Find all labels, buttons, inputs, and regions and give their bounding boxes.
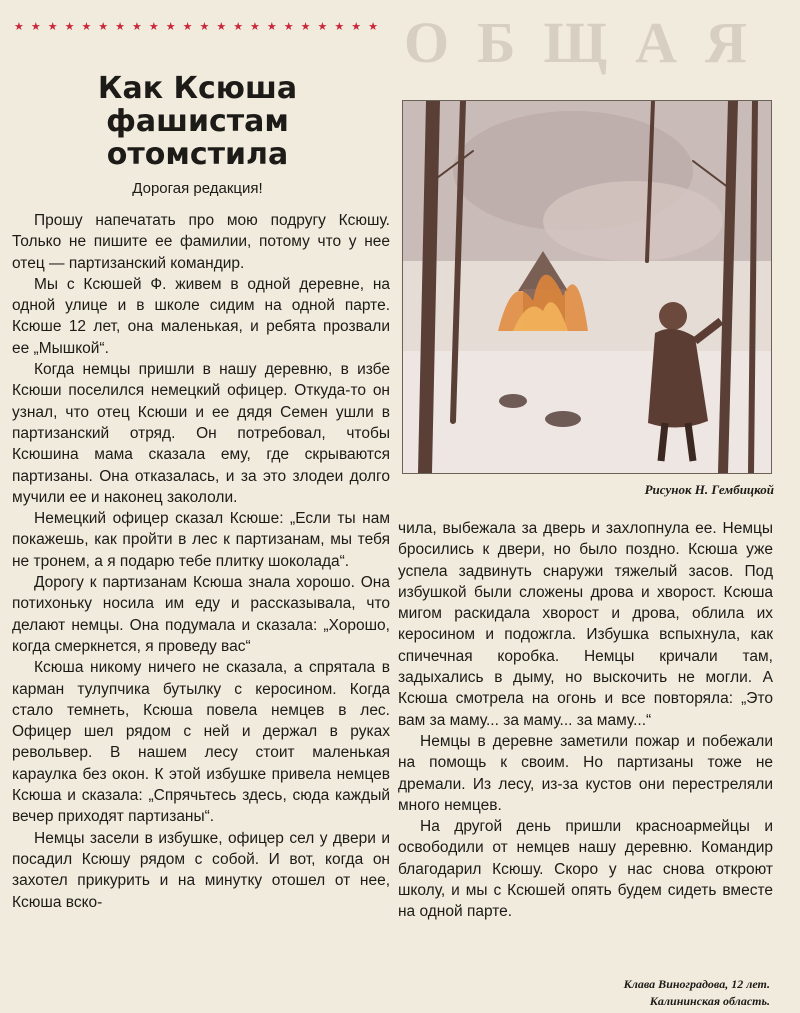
right-column xyxy=(398,518,773,923)
paragraph: На другой день пришли красноармейцы и освободили от немцев нашу деревню. Командир благодарил Ксюшу. Скоро у нас снова откроют школу, и мы с Ксюшей опять будем сидеть вместе на одной парте. xyxy=(398,818,773,921)
article-title xyxy=(40,72,355,171)
section-heading: ОБЩАЯ xyxy=(404,10,775,75)
illustration-caption: Рисунок Н. Гембицкой xyxy=(644,482,774,497)
greeting: Дорогая редакция! xyxy=(132,180,263,197)
paragraph: Немецкий офицер сказал Ксюше: „Если ты нам покажешь, как пройти в лес к партизанам, мы тебя не тронем, а я подарю тебе плитку шоколада“. xyxy=(12,510,390,570)
decorative-stars: ★★★★★★★★★★★★★★★★★★★★★★ xyxy=(14,21,385,33)
paragraph: Ксюша никому ничего не сказала, а спрятала в карман тулупчика бутылку с керосином. Когда стало темнеть, Ксюша повела немцев в лес. Офицер шел рядом с ней и держал в руках револьвер. В нашем лесу стоит маленькая караулка без окон. К этой избушке привела немцев Ксюша и сказала: „Спрячьтесь здесь, сюда каждый вечер приходят партизаны“. xyxy=(12,659,390,826)
author-signature xyxy=(624,976,770,1010)
paragraph: Немцы засели в избушке, офицер сел у двери и посадил Ксюшу рядом с собой. И вот, когда он захотел прикурить и на минутку отошел от нее, Ксюша вско- xyxy=(12,829,390,911)
illustration-art xyxy=(403,101,771,473)
paragraph: Немцы в деревне заметили пожар и побежали на помощь к своим. Но партизаны тоже не дремали. Из лесу, из-за кустов они перестреляли много немцев. xyxy=(398,732,773,814)
left-column xyxy=(12,210,390,913)
paragraph: чила, выбежала за дверь и захлопнула ее. Немцы бросились к двери, но было поздно. Ксюша уже успела задвинуть снаружи тяжелый засов. Под избушкой были сложены дрова и хворост. Ксюша мигом раскидала хворост и дрова, облила их керосином и подожгла. Избушка вспыхнула, как спичечная коробка. Немцы кричали там, задыхались в дыму, но выскочить не могли. А Ксюша смотрела на огонь и все повторяла: „Это вам за маму... за маму... за маму...“ xyxy=(398,520,773,729)
author-name: Клава Виноградова, 12 лет. xyxy=(623,977,770,991)
title-line: фашистам xyxy=(106,104,289,139)
title-line: Как Ксюша xyxy=(97,71,298,106)
paragraph: Дорогу к партизанам Ксюша знала хорошо. Она потихоньку носила им еду и рассказывала, что делают немцы. Она подумала и сказала: „Хорошо, когда смеркнется, я проведу вас“ xyxy=(12,574,390,655)
paragraph: Когда немцы пришли в нашу деревню, в избе Ксюши поселился немецкий офицер. Откуда-то он узнал, что отец Ксюши и ее дядя Семен ушли в партизанский отряд. Он потребовал, чтобы Ксюшина мама сказала ему, где скрываются партизаны. Она отказалась, и за это злодеи долго мучили ее и наконец закололи. xyxy=(12,361,390,506)
author-region: Калининская область. xyxy=(649,994,770,1008)
illustration xyxy=(402,100,772,474)
title-line: отомстила xyxy=(106,137,289,172)
paragraph: Прошу напечатать про мою подругу Ксюшу. Только не пишите ее фамилии, потому что у нее отец — партизанский командир. xyxy=(12,212,390,272)
paragraph: Мы с Ксюшей Ф. живем в одной деревне, на одной улице и в школе сидим на одной парте. Ксюше 12 лет, она маленькая, и ребята прозвали ее „Мышкой“. xyxy=(12,275,390,357)
